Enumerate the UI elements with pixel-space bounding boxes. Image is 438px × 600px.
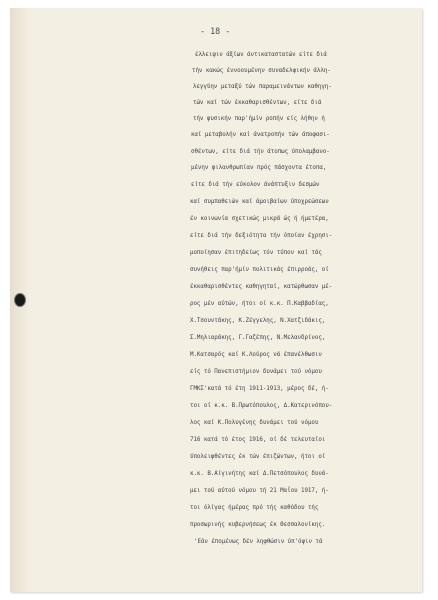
text-line: είς τό Πανεπιστήμιον δυνάμει τού νόμου [190, 369, 322, 375]
text-line: ύπολειφθέντες έκ τών έπιζώντων, ήτοι οί [190, 454, 326, 460]
text-line: 'Εάν έπομένως δέν ληφθώσιν ύπ'όψιν τά [194, 539, 323, 545]
text-line: είτε διά τήν εύκολον άνάπτυξιν δεσμών [191, 182, 320, 188]
punch-hole [14, 293, 26, 307]
text-line: μένην φιλανθρωπίαν πρός πάσχοντα έτοπα, [191, 165, 327, 171]
text-line: τήν κακώς έννοουμένην συναδελφικήν άλλη- [192, 68, 331, 74]
text-line: είτε διά τήν δεξιότητα τήν όποίαν έχρησι- [190, 233, 333, 239]
text-line: τήν φυσικήν παρ'ήμίν ροπήν είς λήθην ή [193, 116, 325, 122]
text-line: καί συμπαθειών καί άμοιβαίων ύποχρεώσεων [190, 199, 329, 205]
text-line: συνήθεις παρ'ήμίν πολιτικάς έπιρροάς, οί [190, 267, 329, 273]
text-line: έν κοινωνία σχετικώς μικρά ώς ή ήμετέρα, [190, 216, 329, 222]
text-line: σθέντων, είτε διά τήν άτοπως ύπολαμβανο- [191, 149, 330, 155]
page-number: - 18 - [200, 26, 231, 36]
text-line: λεγγύην μεταξύ τών παραμεινάντων καθηγη- [193, 84, 332, 90]
text-line: τοι οί κ.κ. Β.Πρωτόπουλος, Δ.Κατερινόπου- [190, 403, 333, 409]
text-line: λος καί Κ.Πολυγένης δυνάμει τού νόμου [190, 420, 319, 426]
text-line: Μ.Κατσαρός καί Κ.Λούρος νά έπανέλθωσιν [190, 352, 322, 358]
text-line: Σ.Μηλιαράκης, Γ.Γαζέπης, Ν.Μελανδρίνος, [190, 335, 326, 341]
text-line: μει τού αύτού νόμου τή 21 Μαΐου 1917, ή- [190, 488, 329, 494]
text-line: Χ.Τσουντάκης, Κ.Ζέγγελης, Ν.Χατζιδάκις, [190, 318, 326, 324]
text-line: 716 κατά τό έτος 1916, οί δέ τελευταίοι [190, 437, 326, 443]
text-line: έκκαθαρισθέντες καθηγηταί, κατώρθωσαν μέ- [190, 284, 333, 290]
paper-sheet [10, 8, 422, 592]
text-line: μοποίησαν έπιτηδείως τόν τύπον καί τάς [190, 250, 322, 256]
text-line: έλλειψιν άξίων άντικαταστατών είτε διά [195, 52, 327, 58]
text-line: καί μεταβολήν καί άνατροπήν τών άποφασι- [191, 132, 330, 138]
text-line: τοι όλίγας ήμέρας πρό τής καθόδου τής [190, 505, 319, 511]
text-line: κ.κ. Β.Αίγινήτης καί Δ.Πετσόπουλος δυνά- [190, 471, 329, 477]
text-line: ΓΜΚΣ'κατά τό έτη 1911-1913, μέρος δέ, ή- [190, 386, 329, 392]
text-line: τών καί τών έκκαθαρισθέντων, είτε διά [193, 100, 322, 106]
text-line: προσωρινής κυβερνήσεως έκ Θεσσαλονίκης. [190, 522, 326, 528]
text-line: ρος μέν αύτών, ήτοι οί κ.κ. Π.Καββαδίας, [190, 301, 329, 307]
